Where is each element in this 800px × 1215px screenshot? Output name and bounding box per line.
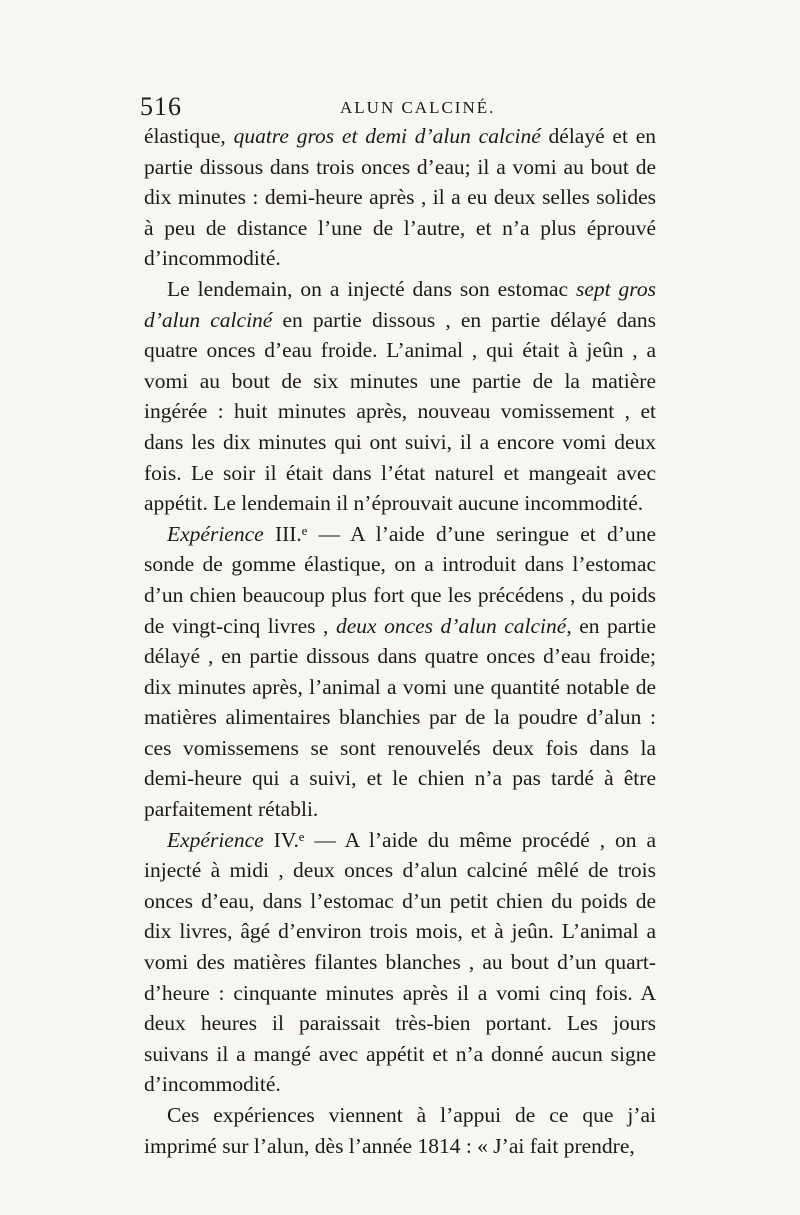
running-head: ALUN CALCINÉ. (340, 98, 496, 117)
page-number: 516 (140, 92, 182, 121)
text-run: , en partie délayé , en partie dissous dans quatre onces d’eau froide; dix minutes après, l’animal a vomi une quantité notable de matières alimentaires blanchies par de la poudre d’alun : ces vomissemens se sont renouvelés deux fois dans la demi-heure qui a suivi, et le chien n’a pas tardé à être parfaitement rétabli. (144, 613, 656, 822)
text-run: délayé et en partie dissous dans trois onces d’eau; il a vomi au bout de dix minutes : demi-heure après , il a eu deux selles solides à peu de distance l’une de l’autre, et n’a plus éprouvé d’incommodité. (144, 124, 656, 271)
paragraph (144, 1100, 656, 1161)
text-run: Ces expériences viennent à l’appui de ce que j’ai imprimé sur l’alun, dès l’année 1814 : « J’ai fait prendre, (144, 1103, 656, 1158)
text-run: IV.ᵉ — A l’aide du même procédé , on a injecté à midi , deux onces d’alun calciné mêlé de trois onces d’eau, dans l’estomac d’un petit chien du poids de dix livres, âgé d’environ trois mois, et à jeûn. L’animal a vomi des matières filantes blanches , au bout d’un quart-d’heure : cinquante minutes après il a vomi cinq fois. A deux heures il paraissait très-bien portant. Les jours suivans il a mangé avec appétit et n’a donné aucun signe d’incommodité. (144, 827, 656, 1097)
paragraph (144, 519, 656, 825)
italic-text: quatre gros et demi d’alun calciné (233, 124, 541, 148)
text-run: en partie dissous , en partie délayé dans quatre onces d’eau froide. L’animal , qui était à jeûn , a vomi au bout de six minutes une partie de la matière ingérée : huit minutes après, nouveau vomissement , et dans les dix minutes qui ont suivi, il a encore vomi deux fois. Le soir il était dans l’état naturel et mangeait avec appétit. Le lendemain il n’éprouvait aucune incommodité. (144, 307, 656, 516)
body-text (144, 121, 656, 1161)
text-run: élastique, (144, 124, 234, 148)
italic-text: Expérience (167, 521, 264, 546)
paragraph (144, 274, 656, 519)
italic-text: deux onces d’alun calciné (335, 613, 567, 638)
text-run: III.ᵉ — A l’aide d’une seringue et d’une sonde de gomme élastique, on a introduit dans l’estomac d’un chien beaucoup plus fort que les précédens , du poids de vingt-cinq livres , (144, 521, 656, 638)
italic-text: Expérience (167, 827, 264, 852)
italic-text: sept gros d’alun calciné (144, 276, 656, 332)
paragraph (144, 825, 656, 1100)
paragraph (144, 121, 656, 274)
text-run: Le lendemain, on a injecté dans son estomac (167, 276, 576, 301)
